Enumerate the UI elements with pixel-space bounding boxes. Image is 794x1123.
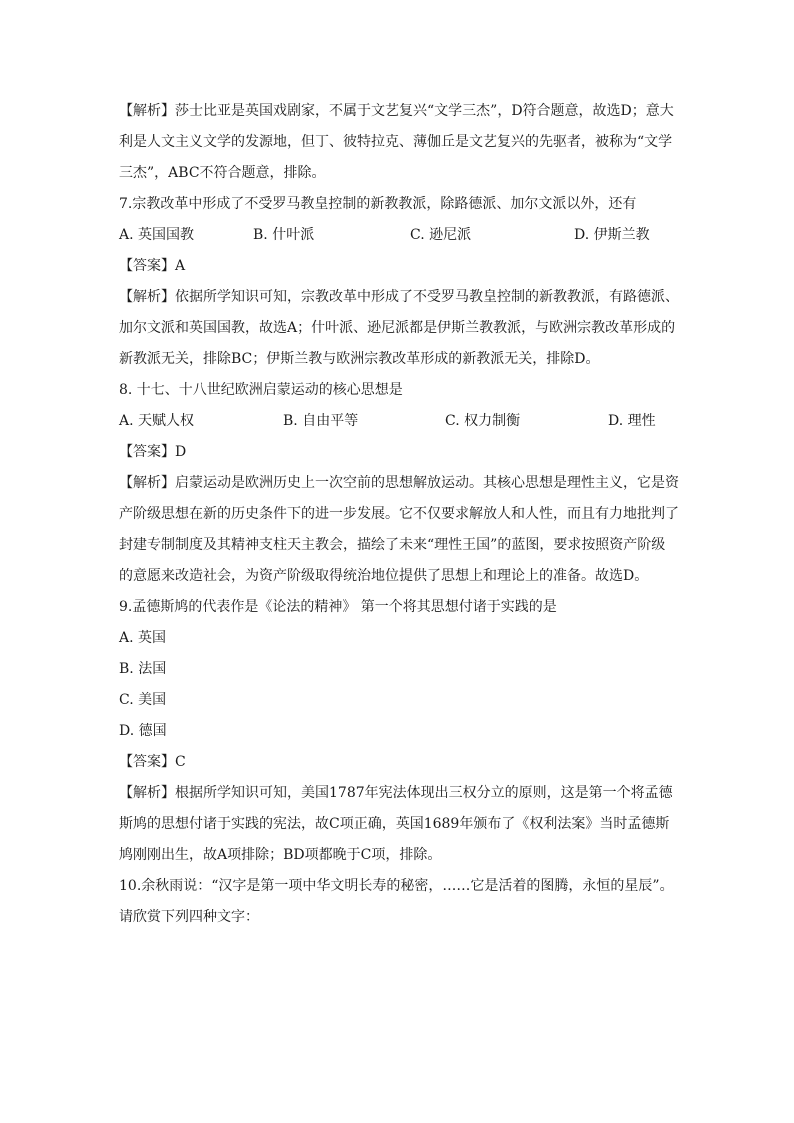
q8-explanation-line-1: 【解析】启蒙运动是欧洲历史上一次空前的思想解放运动。其核心思想是理性主义，它是资 xyxy=(119,475,679,491)
question-7: 7.宗教改革中形成了不受罗马教皇控制的新教教派，除路德派、加尔文派以外，还有 xyxy=(119,196,637,212)
q9-option-d: D. 德国 xyxy=(119,723,167,739)
question-8: 8. 十七、十八世纪欧洲启蒙运动的核心思想是 xyxy=(119,382,403,398)
q7-option-a: A. 英国国教 xyxy=(119,227,195,243)
question-7-options xyxy=(119,220,675,251)
q7-answer: 【答案】A xyxy=(119,258,186,274)
q8-explanation-line-3: 封建专制制度及其精神支柱天主教会，描绘了未来“理性王国”的蓝图，要求按照资产阶级 xyxy=(119,537,666,553)
question-10-line-1: 10.余秋雨说：“汉字是第一项中华文明长寿的秘密，……它是活着的图腾，永恒的星辰”。 xyxy=(119,878,674,894)
q8-explanation-line-2: 产阶级思想在新的历史条件下的进一步发展。它不仅要求解放人和人性，而且有力地批判了 xyxy=(119,506,679,522)
q9-explanation-line-1: 【解析】根据所学知识可知，美国1787年宪法体现出三权分立的原则，这是第一个将孟德 xyxy=(119,785,673,801)
q9-option-b: B. 法国 xyxy=(119,661,167,677)
question-10-line-2: 请欣赏下列四种文字： xyxy=(119,909,259,925)
q7-explanation-line-1: 【解析】依据所学知识可知，宗教改革中形成了不受罗马教皇控制的新教教派，有路德派、 xyxy=(119,289,679,305)
q8-option-b: B. 自由平等 xyxy=(283,413,359,429)
explanation-q6-line-2: 利是人文主义文学的发源地，但丁、彼特拉克、薄伽丘是文艺复兴的先驱者，被称为“文学 xyxy=(119,134,673,150)
q7-explanation-line-2: 加尔文派和英国国教，故选A；什叶派、逊尼派都是伊斯兰教教派，与欧洲宗教改革形成的 xyxy=(119,320,676,336)
document-page xyxy=(119,96,679,933)
q9-explanation-line-2: 斯鸠的思想付诸于实践的宪法，故C项正确，英国1689年颁布了《权利法案》当时孟德斯 xyxy=(119,816,670,832)
q8-option-a: A. 天赋人权 xyxy=(119,413,195,429)
explanation-q6-line-3: 三杰”，ABC不符合题意，排除。 xyxy=(119,165,326,181)
q8-explanation-line-4: 的意愿来改造社会，为资产阶级取得统治地位提供了思想上和理论上的准备。故选D。 xyxy=(119,568,649,584)
q9-answer: 【答案】C xyxy=(119,754,186,770)
q9-explanation-line-3: 鸠刚刚出生，故A项排除；BD项都晚于C项，排除。 xyxy=(119,847,442,863)
explanation-q6-line-1: 【解析】莎士比亚是英国戏剧家，不属于文艺复兴“文学三杰”，D符合题意，故选D；意大 xyxy=(119,103,674,119)
question-8-options xyxy=(119,406,675,437)
question-9: 9.孟德斯鸠的代表作是《论法的精神》 第一个将其思想付诸于实践的是 xyxy=(119,599,557,615)
q9-option-c: C. 美国 xyxy=(119,692,167,708)
q7-option-c: C. 逊尼派 xyxy=(410,227,472,243)
q8-answer: 【答案】D xyxy=(119,444,187,460)
q8-option-d: D. 理性 xyxy=(608,413,656,429)
q7-option-d: D. 伊斯兰教 xyxy=(574,227,650,243)
q7-option-b: B. 什叶派 xyxy=(253,227,315,243)
q9-option-a: A. 英国 xyxy=(119,630,167,646)
q7-explanation-line-3: 新教派无关，排除BC；伊斯兰教与欧洲宗教改革形成的新教派无关，排除D。 xyxy=(119,351,600,367)
q8-option-c: C. 权力制衡 xyxy=(445,413,521,429)
